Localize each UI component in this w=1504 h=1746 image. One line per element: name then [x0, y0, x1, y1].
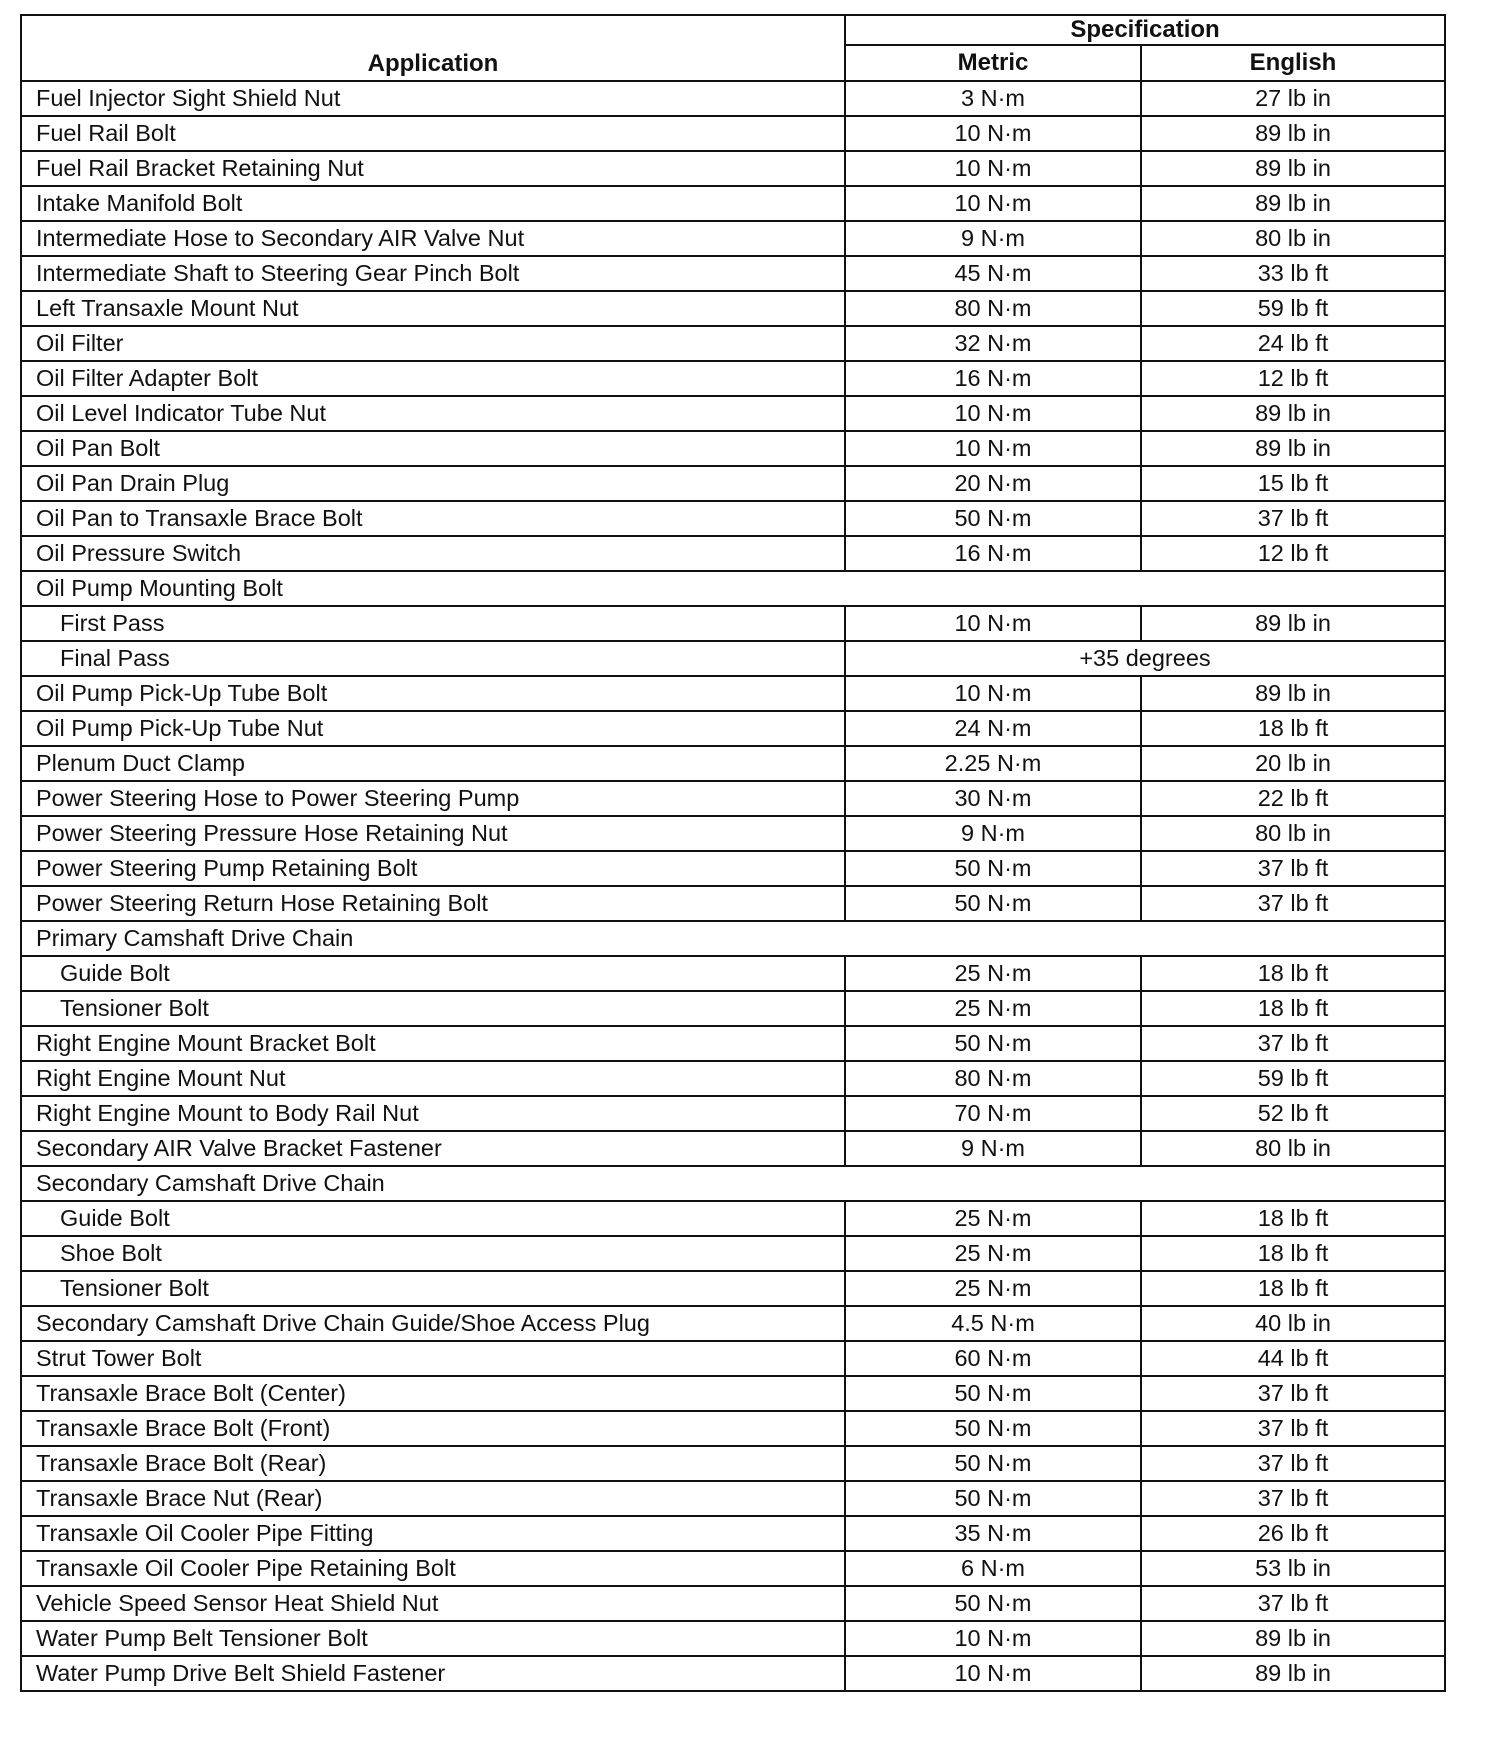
group-title: Secondary Camshaft Drive Chain	[21, 1166, 1445, 1201]
english-cell: 59 lb ft	[1141, 1061, 1445, 1096]
metric-cell: 25 N·m	[845, 1271, 1141, 1306]
table-row	[21, 1516, 1445, 1551]
application-cell: Oil Pump Pick-Up Tube Nut	[21, 711, 845, 746]
english-cell: 89 lb in	[1141, 396, 1445, 431]
english-cell: 18 lb ft	[1141, 711, 1445, 746]
table-group-row	[21, 571, 1445, 606]
metric-cell: 9 N·m	[845, 816, 1141, 851]
application-cell: Power Steering Pump Retaining Bolt	[21, 851, 845, 886]
application-cell: Transaxle Oil Cooler Pipe Retaining Bolt	[21, 1551, 845, 1586]
application-cell: Oil Pressure Switch	[21, 536, 845, 571]
table-row	[21, 1551, 1445, 1586]
english-cell: 18 lb ft	[1141, 1271, 1445, 1306]
english-cell: 89 lb in	[1141, 676, 1445, 711]
english-cell: 37 lb ft	[1141, 886, 1445, 921]
english-cell: 37 lb ft	[1141, 1026, 1445, 1061]
table-row	[21, 1446, 1445, 1481]
table-group-row	[21, 1166, 1445, 1201]
application-cell: First Pass	[21, 606, 845, 641]
application-cell: Fuel Rail Bracket Retaining Nut	[21, 151, 845, 186]
metric-cell: 50 N·m	[845, 886, 1141, 921]
english-cell: 89 lb in	[1141, 116, 1445, 151]
metric-cell: 20 N·m	[845, 466, 1141, 501]
table-body	[21, 81, 1445, 1691]
english-cell: 18 lb ft	[1141, 1201, 1445, 1236]
table-row	[21, 1341, 1445, 1376]
table-row	[21, 1656, 1445, 1691]
metric-cell: 25 N·m	[845, 1201, 1141, 1236]
table-sub-row	[21, 956, 1445, 991]
application-cell: Oil Pan to Transaxle Brace Bolt	[21, 501, 845, 536]
metric-cell: 50 N·m	[845, 1026, 1141, 1061]
english-cell: 89 lb in	[1141, 1621, 1445, 1656]
english-cell: 18 lb ft	[1141, 1236, 1445, 1271]
english-cell: 37 lb ft	[1141, 1376, 1445, 1411]
english-cell: 20 lb in	[1141, 746, 1445, 781]
table-row	[21, 256, 1445, 291]
metric-cell: 80 N·m	[845, 1061, 1141, 1096]
metric-cell: 10 N·m	[845, 116, 1141, 151]
application-cell: Right Engine Mount to Body Rail Nut	[21, 1096, 845, 1131]
group-title: Oil Pump Mounting Bolt	[21, 571, 1445, 606]
english-cell: 89 lb in	[1141, 606, 1445, 641]
application-cell: Intermediate Shaft to Steering Gear Pinch Bolt	[21, 256, 845, 291]
metric-cell: 10 N·m	[845, 606, 1141, 641]
metric-cell: 50 N·m	[845, 1446, 1141, 1481]
metric-cell: 50 N·m	[845, 1481, 1141, 1516]
application-cell: Secondary Camshaft Drive Chain Guide/Shoe Access Plug	[21, 1306, 845, 1341]
english-cell: 44 lb ft	[1141, 1341, 1445, 1376]
metric-header: Metric	[845, 45, 1141, 81]
table-row	[21, 816, 1445, 851]
metric-cell: 60 N·m	[845, 1341, 1141, 1376]
table-row	[21, 536, 1445, 571]
metric-cell: 9 N·m	[845, 1131, 1141, 1166]
application-cell: Shoe Bolt	[21, 1236, 845, 1271]
table-row	[21, 1061, 1445, 1096]
metric-cell: 10 N·m	[845, 1621, 1141, 1656]
metric-cell: 10 N·m	[845, 431, 1141, 466]
table-row	[21, 781, 1445, 816]
table-row	[21, 291, 1445, 326]
application-cell: Vehicle Speed Sensor Heat Shield Nut	[21, 1586, 845, 1621]
metric-cell: 16 N·m	[845, 536, 1141, 571]
application-cell: Power Steering Pressure Hose Retaining Nut	[21, 816, 845, 851]
table-row	[21, 1096, 1445, 1131]
specification-table	[20, 14, 1446, 1692]
application-cell: Guide Bolt	[21, 1201, 845, 1236]
english-cell: 37 lb ft	[1141, 851, 1445, 886]
table-sub-row	[21, 606, 1445, 641]
english-header: English	[1141, 45, 1445, 81]
english-cell: 24 lb ft	[1141, 326, 1445, 361]
application-cell: Final Pass	[21, 641, 845, 676]
metric-cell: 10 N·m	[845, 676, 1141, 711]
application-header: Application	[21, 15, 845, 81]
group-title: Primary Camshaft Drive Chain	[21, 921, 1445, 956]
application-cell: Right Engine Mount Nut	[21, 1061, 845, 1096]
table-row	[21, 431, 1445, 466]
metric-cell: 2.25 N·m	[845, 746, 1141, 781]
english-cell: 80 lb in	[1141, 221, 1445, 256]
application-cell: Oil Pump Pick-Up Tube Bolt	[21, 676, 845, 711]
metric-cell: 10 N·m	[845, 186, 1141, 221]
table-row	[21, 1026, 1445, 1061]
metric-cell: 80 N·m	[845, 291, 1141, 326]
english-cell: 89 lb in	[1141, 1656, 1445, 1691]
table-row	[21, 1411, 1445, 1446]
metric-cell: 25 N·m	[845, 991, 1141, 1026]
english-cell: 89 lb in	[1141, 151, 1445, 186]
application-cell: Strut Tower Bolt	[21, 1341, 845, 1376]
application-cell: Secondary AIR Valve Bracket Fastener	[21, 1131, 845, 1166]
metric-cell: 3 N·m	[845, 81, 1141, 116]
application-cell: Fuel Injector Sight Shield Nut	[21, 81, 845, 116]
application-cell: Guide Bolt	[21, 956, 845, 991]
metric-cell: 30 N·m	[845, 781, 1141, 816]
table-row	[21, 466, 1445, 501]
application-cell: Water Pump Drive Belt Shield Fastener	[21, 1656, 845, 1691]
table-row	[21, 1586, 1445, 1621]
application-cell: Tensioner Bolt	[21, 1271, 845, 1306]
metric-cell: 50 N·m	[845, 851, 1141, 886]
application-cell: Transaxle Brace Bolt (Front)	[21, 1411, 845, 1446]
application-cell: Power Steering Hose to Power Steering Pump	[21, 781, 845, 816]
table-row	[21, 501, 1445, 536]
application-cell: Transaxle Oil Cooler Pipe Fitting	[21, 1516, 845, 1551]
table-row	[21, 151, 1445, 186]
table-group-row	[21, 921, 1445, 956]
english-cell: 89 lb in	[1141, 186, 1445, 221]
table-row	[21, 1131, 1445, 1166]
application-cell: Transaxle Brace Bolt (Rear)	[21, 1446, 845, 1481]
table-row	[21, 746, 1445, 781]
table-sub-row	[21, 1271, 1445, 1306]
application-cell: Power Steering Return Hose Retaining Bolt	[21, 886, 845, 921]
table-row	[21, 186, 1445, 221]
english-cell: 80 lb in	[1141, 816, 1445, 851]
english-cell: 40 lb in	[1141, 1306, 1445, 1341]
table-row	[21, 851, 1445, 886]
table-row	[21, 361, 1445, 396]
english-cell: 37 lb ft	[1141, 1446, 1445, 1481]
table-sub-row	[21, 1201, 1445, 1236]
application-cell: Intake Manifold Bolt	[21, 186, 845, 221]
english-cell: 15 lb ft	[1141, 466, 1445, 501]
table-row	[21, 1376, 1445, 1411]
english-cell: 12 lb ft	[1141, 361, 1445, 396]
spec-span-cell: +35 degrees	[845, 641, 1445, 676]
metric-cell: 9 N·m	[845, 221, 1141, 256]
english-cell: 59 lb ft	[1141, 291, 1445, 326]
english-cell: 12 lb ft	[1141, 536, 1445, 571]
application-cell: Oil Pan Bolt	[21, 431, 845, 466]
metric-cell: 50 N·m	[845, 1376, 1141, 1411]
metric-cell: 4.5 N·m	[845, 1306, 1141, 1341]
english-cell: 52 lb ft	[1141, 1096, 1445, 1131]
english-cell: 37 lb ft	[1141, 1586, 1445, 1621]
metric-cell: 32 N·m	[845, 326, 1141, 361]
table-row	[21, 886, 1445, 921]
english-cell: 37 lb ft	[1141, 501, 1445, 536]
application-cell: Fuel Rail Bolt	[21, 116, 845, 151]
application-cell: Oil Pan Drain Plug	[21, 466, 845, 501]
english-cell: 27 lb in	[1141, 81, 1445, 116]
metric-cell: 25 N·m	[845, 1236, 1141, 1271]
english-cell: 53 lb in	[1141, 1551, 1445, 1586]
table-sub-row	[21, 991, 1445, 1026]
metric-cell: 16 N·m	[845, 361, 1141, 396]
english-cell: 37 lb ft	[1141, 1481, 1445, 1516]
header-row-top	[21, 15, 1445, 45]
metric-cell: 10 N·m	[845, 151, 1141, 186]
metric-cell: 25 N·m	[845, 956, 1141, 991]
application-cell: Intermediate Hose to Secondary AIR Valve Nut	[21, 221, 845, 256]
application-cell: Right Engine Mount Bracket Bolt	[21, 1026, 845, 1061]
application-cell: Oil Level Indicator Tube Nut	[21, 396, 845, 431]
metric-cell: 6 N·m	[845, 1551, 1141, 1586]
english-cell: 37 lb ft	[1141, 1411, 1445, 1446]
application-cell: Transaxle Brace Bolt (Center)	[21, 1376, 845, 1411]
application-cell: Oil Filter Adapter Bolt	[21, 361, 845, 396]
metric-cell: 50 N·m	[845, 1411, 1141, 1446]
english-cell: 80 lb in	[1141, 1131, 1445, 1166]
table-row	[21, 711, 1445, 746]
metric-cell: 45 N·m	[845, 256, 1141, 291]
table-row	[21, 1306, 1445, 1341]
metric-cell: 24 N·m	[845, 711, 1141, 746]
application-cell: Plenum Duct Clamp	[21, 746, 845, 781]
english-cell: 22 lb ft	[1141, 781, 1445, 816]
table-row	[21, 326, 1445, 361]
metric-cell: 10 N·m	[845, 396, 1141, 431]
table-row	[21, 1481, 1445, 1516]
application-cell: Oil Filter	[21, 326, 845, 361]
table-header	[21, 15, 1445, 81]
application-cell: Tensioner Bolt	[21, 991, 845, 1026]
application-cell: Water Pump Belt Tensioner Bolt	[21, 1621, 845, 1656]
english-cell: 33 lb ft	[1141, 256, 1445, 291]
english-cell: 18 lb ft	[1141, 956, 1445, 991]
metric-cell: 35 N·m	[845, 1516, 1141, 1551]
table-row	[21, 396, 1445, 431]
table-row	[21, 116, 1445, 151]
metric-cell: 70 N·m	[845, 1096, 1141, 1131]
metric-cell: 50 N·m	[845, 501, 1141, 536]
english-cell: 89 lb in	[1141, 431, 1445, 466]
application-cell: Transaxle Brace Nut (Rear)	[21, 1481, 845, 1516]
table-row	[21, 1621, 1445, 1656]
table-row	[21, 81, 1445, 116]
specification-header: Specification	[845, 15, 1445, 45]
english-cell: 26 lb ft	[1141, 1516, 1445, 1551]
table-row	[21, 676, 1445, 711]
table-row	[21, 221, 1445, 256]
application-cell: Left Transaxle Mount Nut	[21, 291, 845, 326]
table-sub-row	[21, 641, 1445, 676]
english-cell: 18 lb ft	[1141, 991, 1445, 1026]
metric-cell: 50 N·m	[845, 1586, 1141, 1621]
table-sub-row	[21, 1236, 1445, 1271]
metric-cell: 10 N·m	[845, 1656, 1141, 1691]
